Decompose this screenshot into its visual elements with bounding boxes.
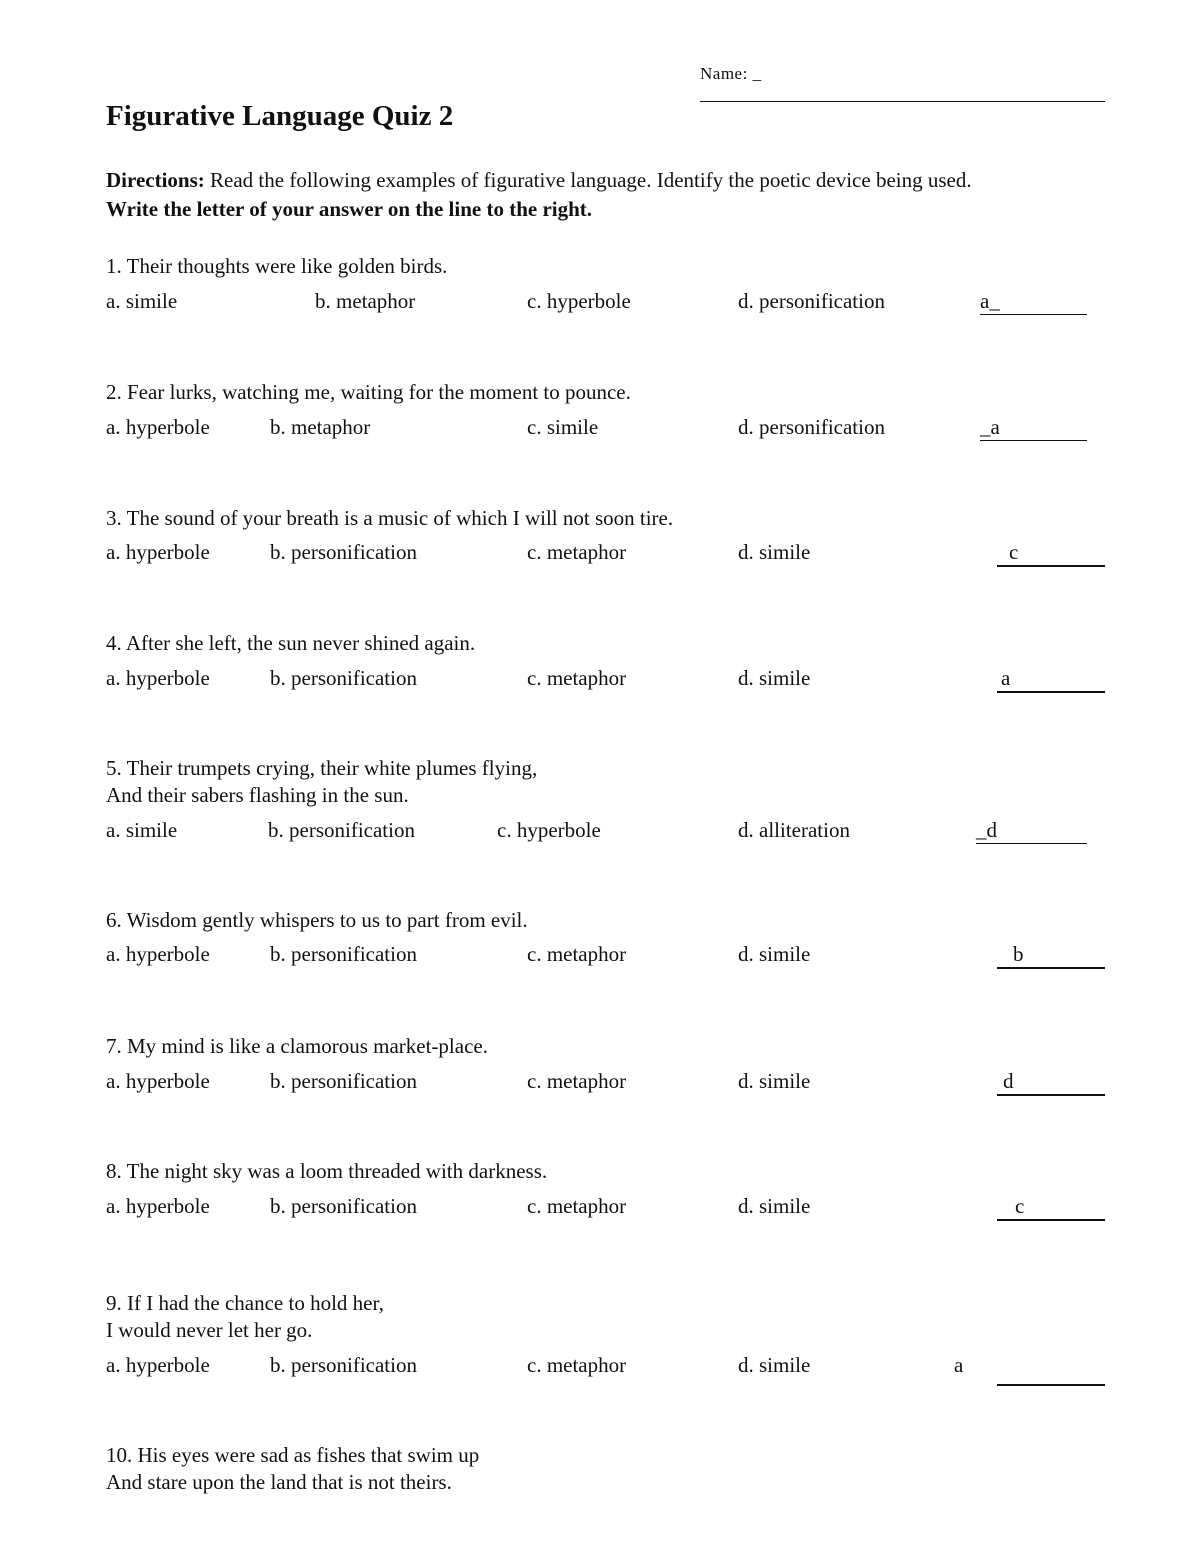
question-line: And their sabers flashing in the sun. [106,783,409,807]
option-d: d. personification [738,415,885,439]
question-line: 5. Their trumpets crying, their white plumes flying, [106,756,538,780]
option-d: d. simile [738,1069,811,1093]
answer-field[interactable]: _d [976,818,1087,844]
answer-field[interactable]: c [997,1194,1105,1221]
answer-field[interactable]: a_ [980,289,1087,315]
option-c: c. metaphor [527,1069,627,1093]
question-10-text [106,1442,479,1496]
option-b: b. personification [268,818,415,842]
name-label: Name: _ [700,64,762,83]
option-b: b. metaphor [315,289,416,313]
name-field[interactable] [700,101,1105,102]
question-2-text [106,379,631,406]
option-d: d. personification [738,289,885,313]
answer-field[interactable]: b [997,942,1105,969]
question-line: 6. Wisdom gently whispers to us to part from evil. [106,908,528,932]
option-b: b. personification [270,540,417,564]
question-1-text [106,253,447,280]
directions-line [106,166,972,195]
option-d: d. simile [738,540,811,564]
question-line: 2. Fear lurks, watching me, waiting for the moment to pounce. [106,380,631,404]
directions-text: Read the following examples of figurative language. Identify the poetic device being used. [204,168,972,192]
question-6-text [106,907,528,934]
question-line: And stare upon the land that is not theirs. [106,1470,452,1494]
option-c: c. hyperbole [497,818,601,842]
option-c: c. hyperbole [527,289,631,313]
answer-field[interactable]: c [997,540,1105,567]
question-7-text [106,1033,488,1060]
option-c: c. metaphor [527,540,627,564]
option-d: d. simile [738,942,811,966]
directions-instruction: Write the letter of your answer on the line to the right. [106,197,593,221]
option-d: d. simile [738,1194,811,1218]
answer-field[interactable] [997,1384,1105,1386]
page-title: Figurative Language Quiz 2 [106,100,454,132]
option-c: c. simile [527,415,599,439]
option-d: d. alliteration [738,818,850,842]
answer-field[interactable]: a [997,666,1105,693]
question-line: 3. The sound of your breath is a music of which I will not soon tire. [106,506,674,530]
directions [106,166,972,224]
option-b: b. personification [270,1069,417,1093]
option-b: b. personification [270,1353,417,1377]
answer-text: a [954,1353,964,1377]
answer-field[interactable]: _a [980,415,1087,441]
option-c: c. metaphor [527,666,627,690]
option-a: a. hyperbole [106,415,210,439]
option-c: c. metaphor [527,1194,627,1218]
option-b: b. personification [270,942,417,966]
question-9-text [106,1290,384,1344]
question-8-text [106,1158,547,1185]
option-a: a. simile [106,818,178,842]
option-a: a. hyperbole [106,1194,210,1218]
option-d: d. simile [738,666,811,690]
question-line: 8. The night sky was a loom threaded with darkness. [106,1159,548,1183]
option-d: d. simile [738,1353,811,1377]
option-a: a. hyperbole [106,666,210,690]
question-4-text [106,630,475,657]
question-3-text [106,505,673,532]
option-b: b. personification [270,666,417,690]
question-line: I would never let her go. [106,1318,313,1342]
option-a: a. hyperbole [106,540,210,564]
question-line: 4. After she left, the sun never shined again. [106,631,476,655]
question-line: 9. If I had the chance to hold her, [106,1291,384,1315]
question-line: 1. Their thoughts were like golden birds. [106,254,448,278]
question-line: 7. My mind is like a clamorous market-place. [106,1034,488,1058]
option-a: a. simile [106,289,178,313]
option-c: c. metaphor [527,1353,627,1377]
question-5-text [106,755,537,809]
option-b: b. metaphor [270,415,371,439]
question-line: 10. His eyes were sad as fishes that swim up [106,1443,480,1467]
option-a: a. hyperbole [106,1069,210,1093]
option-a: a. hyperbole [106,942,210,966]
option-a: a. hyperbole [106,1353,210,1377]
option-c: c. metaphor [527,942,627,966]
option-b: b. personification [270,1194,417,1218]
directions-label: Directions: [106,168,205,192]
answer-field[interactable]: d [997,1069,1105,1096]
